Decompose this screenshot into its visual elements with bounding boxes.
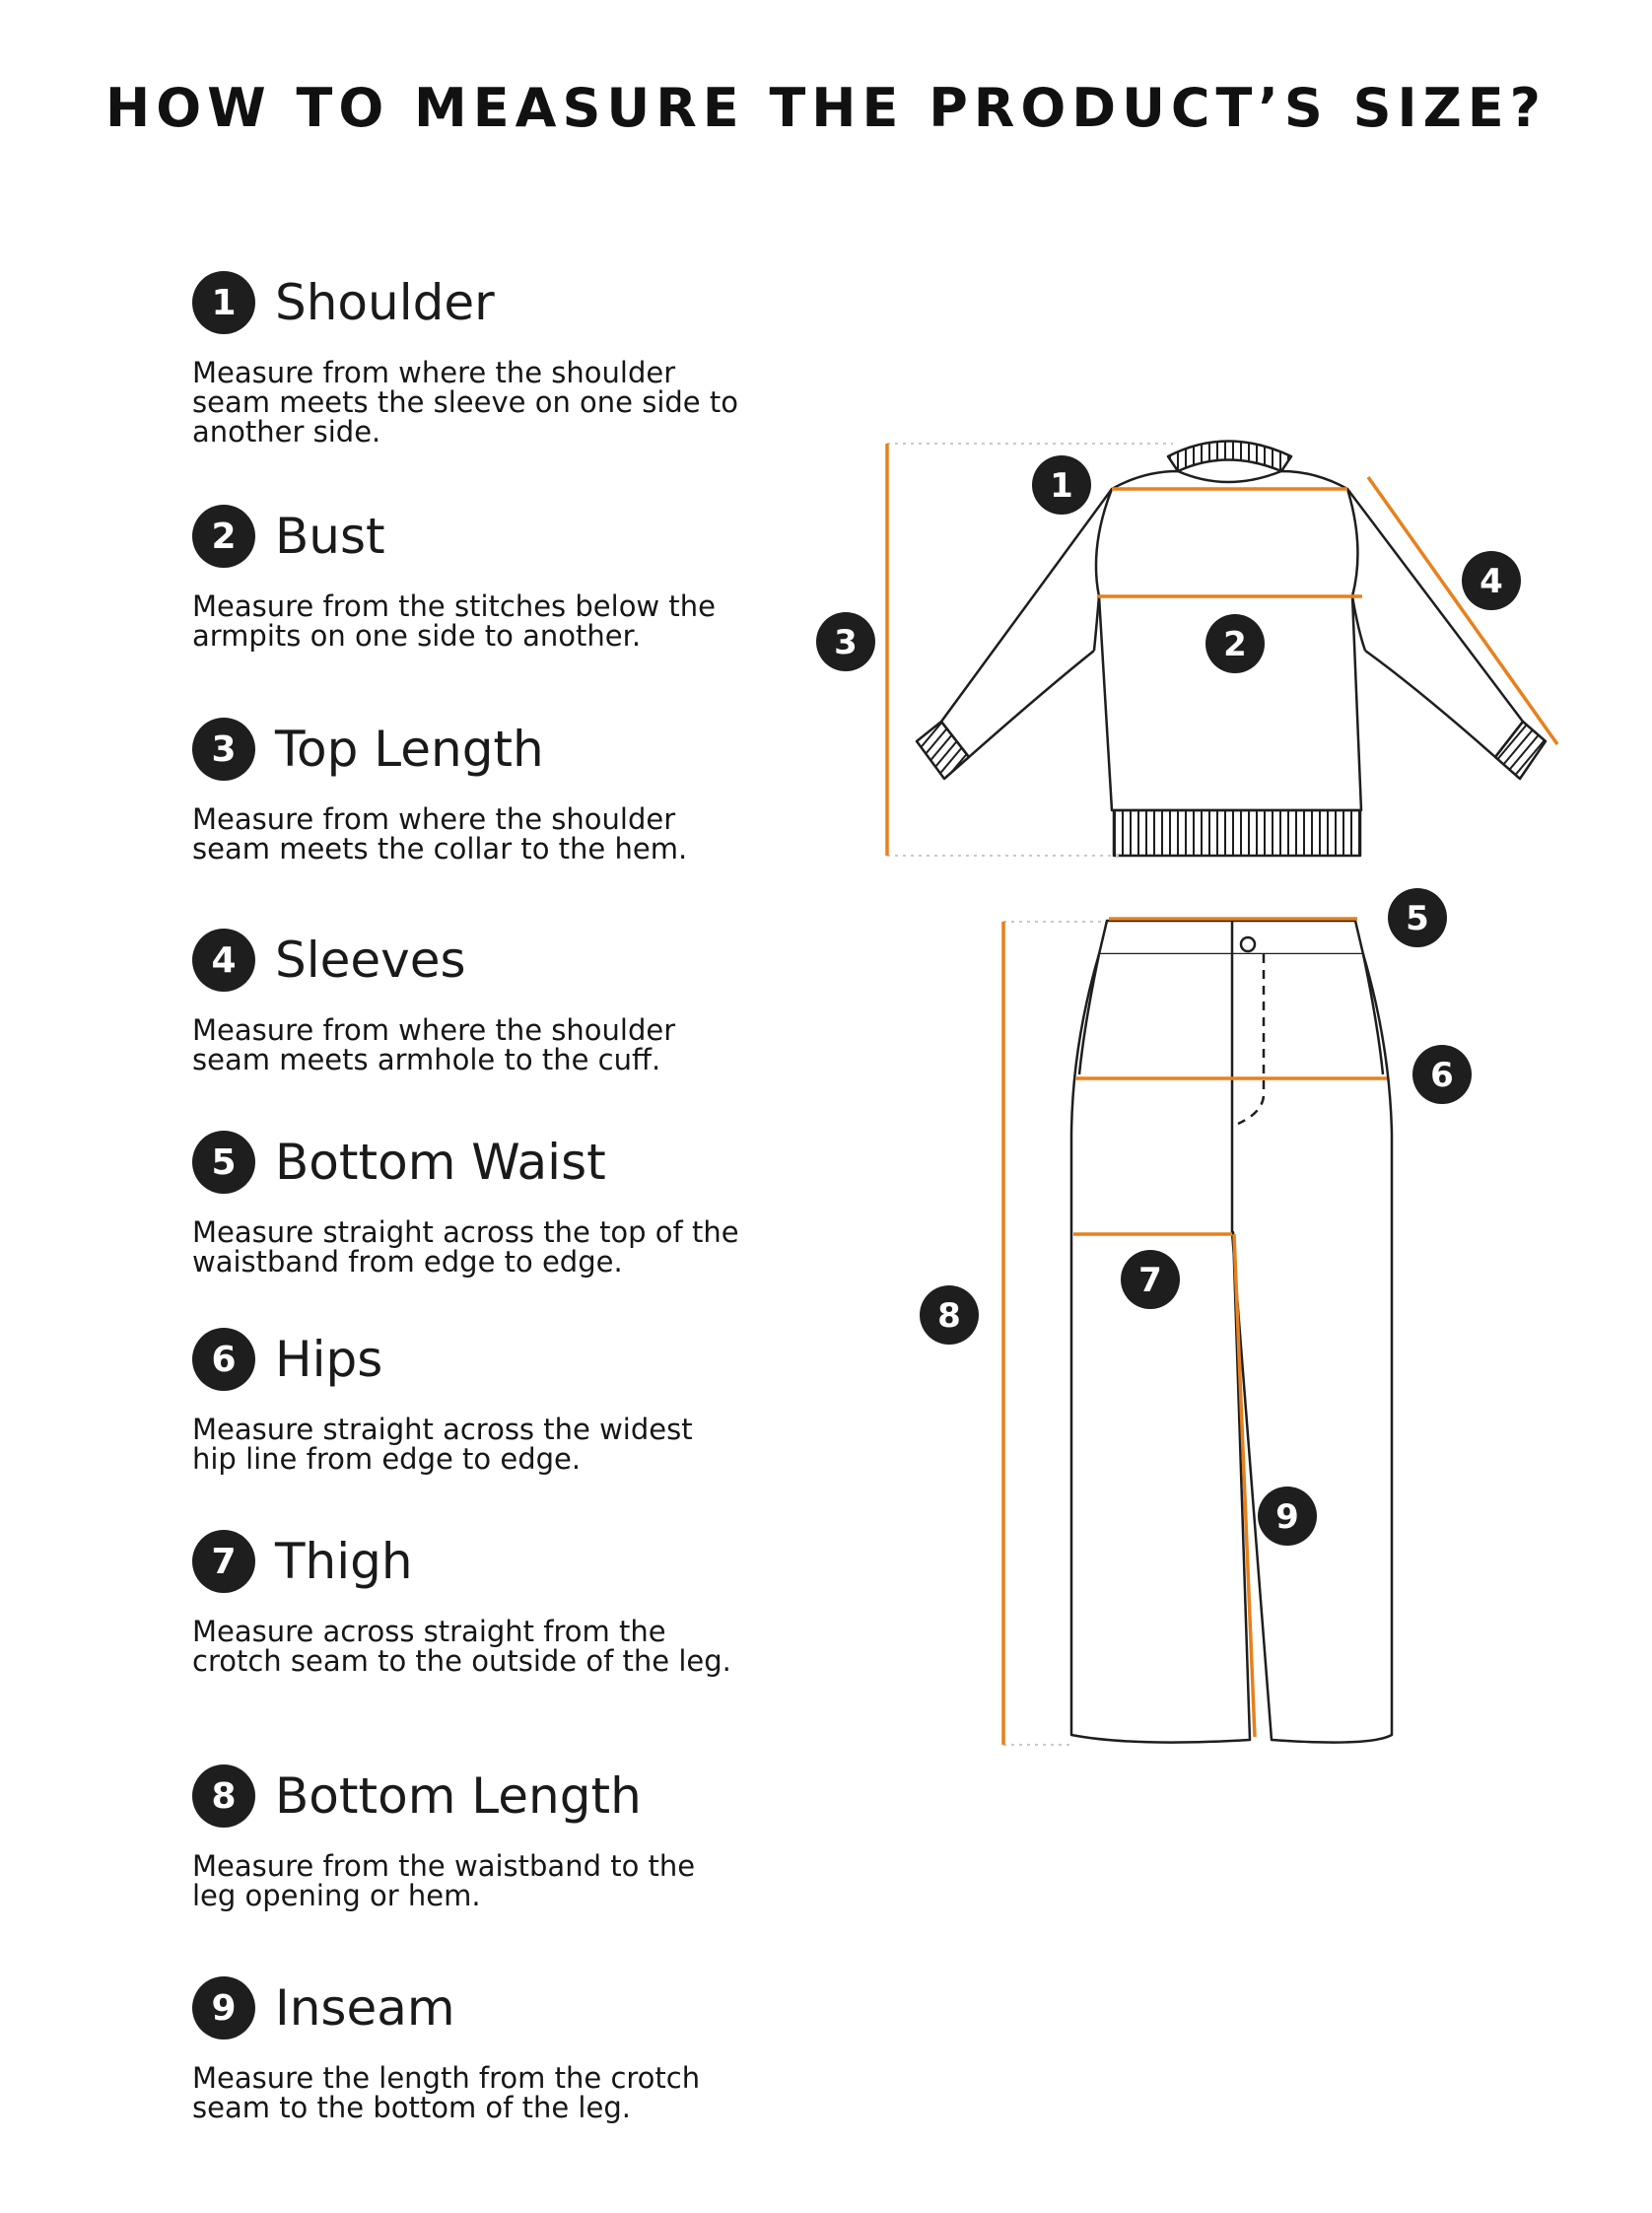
svg-text:8: 8 [937,1296,961,1336]
item-title: Hips [275,1331,383,1388]
item-description: Measure from where the shoulder seam meets armhole to the cuff. [192,1013,676,1076]
item-description: Measure from the stitches below the armpits on one side to another. [192,589,716,653]
page-title: HOW TO MEASURE THE PRODUCT’S SIZE? [105,77,1547,139]
svg-text:6: 6 [1430,1056,1454,1095]
number-badge: 5 [192,1131,255,1194]
diagram-badge-7 [1121,1250,1180,1309]
number-badge: 6 [192,1328,255,1391]
item-title: Bottom Waist [275,1134,606,1191]
diagram-badge-9 [1258,1487,1317,1546]
diagram-badge-1 [1032,455,1091,515]
svg-text:1: 1 [1050,466,1073,506]
number-badge: 1 [192,271,255,334]
diagram-badge-8 [920,1285,979,1345]
item-title: Bottom Length [275,1767,642,1825]
item-description: Measure from where the shoulder seam meets the sleeve on one side to another side. [192,356,738,449]
number-badge: 3 [192,718,255,781]
svg-text:7: 7 [1138,1261,1162,1300]
item-title: Thigh [275,1533,413,1590]
diagram-badge-2 [1205,614,1265,673]
trousers-outline-icon [1071,921,1392,1743]
diagram-badge-5 [1388,888,1447,947]
item-title: Bust [275,508,385,565]
svg-text:4: 4 [1480,562,1503,601]
svg-text:3: 3 [834,623,858,662]
number-badge: 4 [192,929,255,992]
item-title: Inseam [275,1979,455,2037]
number-badge: 2 [192,505,255,568]
diagram-badge-3 [816,612,875,671]
item-title: Top Length [275,721,544,778]
item-title: Sleeves [275,932,466,989]
svg-text:2: 2 [1223,625,1247,664]
item-description: Measure straight across the top of the waistband from edge to edge. [192,1215,739,1279]
item-description: Measure the length from the crotch seam to the bottom of the leg. [192,2061,701,2124]
sleeve-line [1368,477,1557,744]
diagram-badge-4 [1462,551,1521,610]
item-description: Measure across straight from the crotch seam to the outside of the leg. [192,1615,731,1678]
item-description: Measure straight across the widest hip line from edge to edge. [192,1413,693,1476]
number-badge: 7 [192,1530,255,1593]
svg-text:5: 5 [1406,899,1429,938]
diagram-badge-6 [1412,1045,1472,1104]
item-description: Measure from the waistband to the leg opening or hem. [192,1849,696,1912]
number-badge: 9 [192,1976,255,2040]
item-title: Shoulder [275,274,495,331]
item-description: Measure from where the shoulder seam meets the collar to the hem. [192,802,688,865]
number-badge: 8 [192,1764,255,1828]
svg-text:9: 9 [1275,1497,1299,1537]
